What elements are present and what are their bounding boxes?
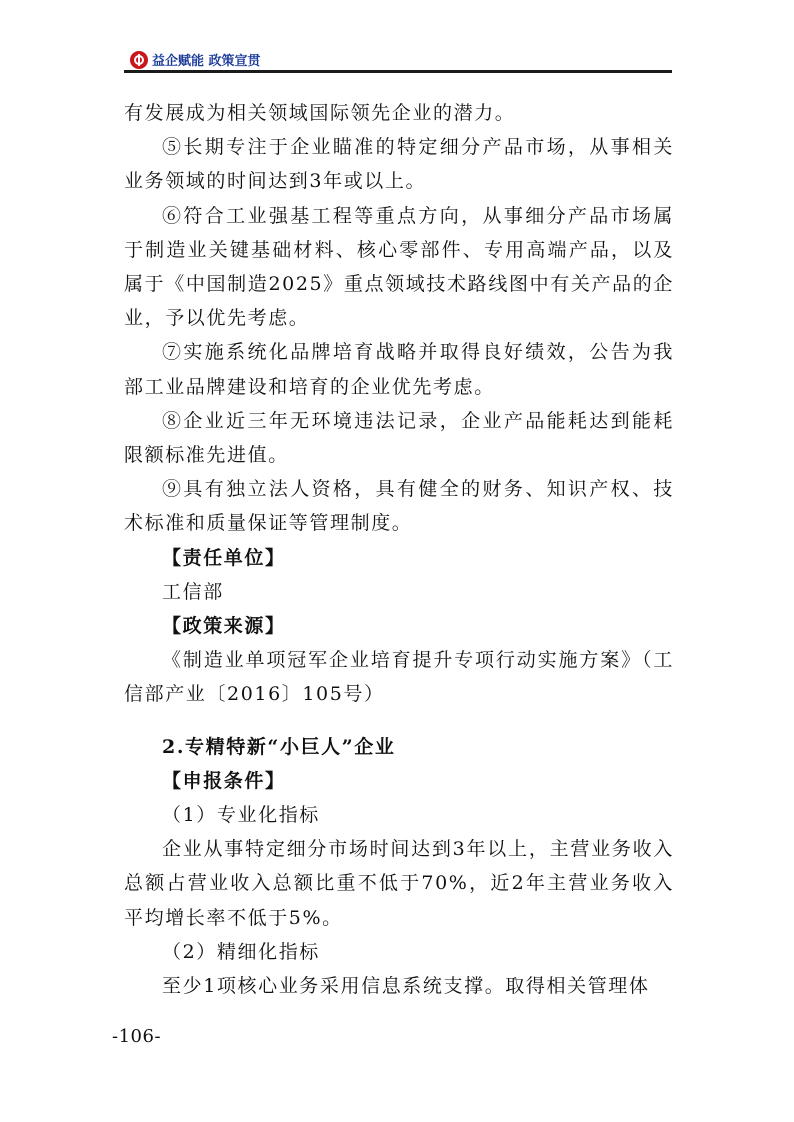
responsible-unit: 工信部 [162,580,224,603]
page-header [130,50,261,69]
subheading-specialization: （1）专业化指标 [162,804,320,827]
criterion-6: ⑥符合工业强基工程等重点方向，从事细分产品市场属于制造业关键基础材料、核心零部件、专用高端产品，以及属于《中国制造2025》重点领域技术路线图中有关产品的企业，予以优先考虑。 [124,204,674,330]
page-number: -106- [112,1026,162,1047]
heading-policy-source: 【政策来源】 [162,615,286,638]
criterion-7: ⑦实施系统化品牌培育战略并取得良好绩效，公告为我部工业品牌建设和培育的企业优先考虑。 [124,341,674,398]
brand-title: 益企赋能 政策宣贯 [152,54,261,69]
policy-source: 《制造业单项冠军企业培育提升专项行动实施方案》（工信部产业〔2016〕105号） [124,649,674,706]
criterion-9: ⑨具有独立法人资格，具有健全的财务、知识产权、技术标准和质量保证等管理制度。 [124,478,674,535]
heading-responsible-unit: 【责任单位】 [162,546,286,569]
criterion-5: ⑤长期专注于企业瞄准的特定细分产品市场，从事相关业务领域的时间达到3年或以上。 [124,136,674,193]
header-divider [124,70,672,73]
heading-conditions: 【申报条件】 [162,769,286,792]
section-title: 2.专精特新“小巨人”企业 [162,735,396,758]
refinement-text: 至少1项核心业务采用信息系统支撑。取得相关管理体 [162,975,650,998]
company-logo-icon [130,51,148,69]
document-body [124,96,674,1003]
paragraph-continuation: 有发展成为相关领域国际领先企业的潜力。 [124,102,516,124]
criterion-8: ⑧企业近三年无环境违法记录，企业产品能耗达到能耗限额标准先进值。 [124,409,674,467]
subheading-refinement: （2）精细化指标 [162,940,320,963]
specialization-text: 企业从事特定细分市场时间达到3年以上，主营业务收入总额占营业收入总额比重不低于70%，近2年主营业务收入平均增长率不低于5%。 [124,838,674,929]
